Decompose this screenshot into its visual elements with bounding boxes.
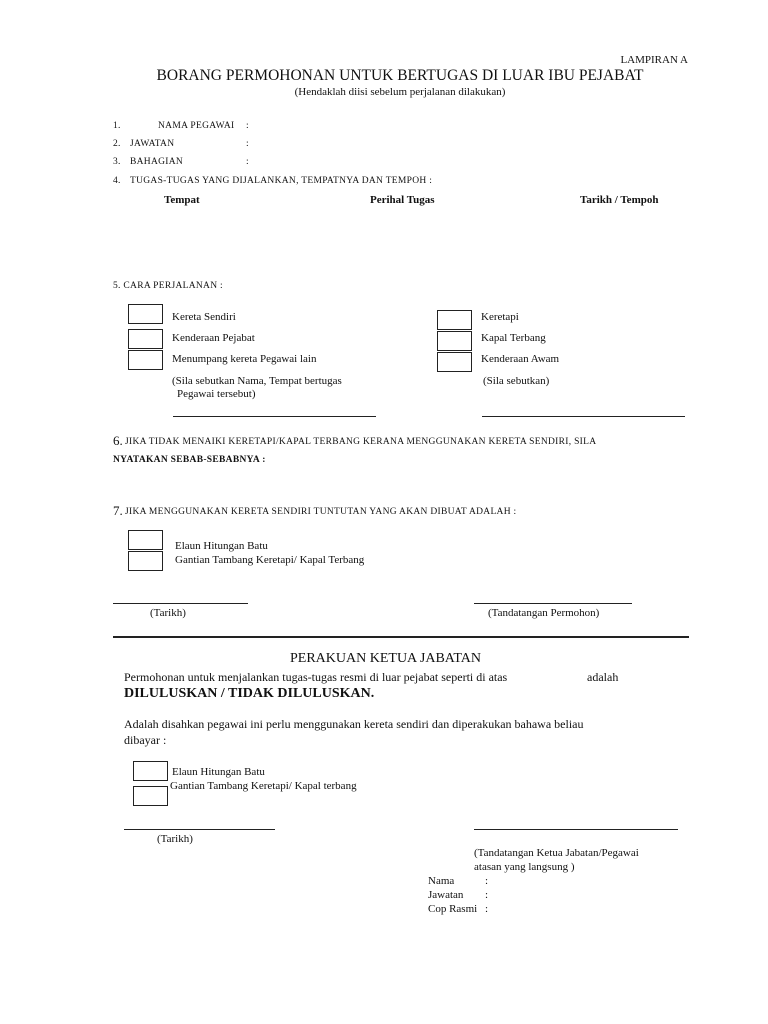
checkbox-cert-mileage-allowance[interactable] bbox=[133, 761, 168, 781]
form-subtitle: (Hendaklah diisi sebelum perjalanan dilakukan) bbox=[294, 86, 506, 98]
field-division-label: BAHAGIAN bbox=[130, 157, 184, 167]
section6-text: JIKA TIDAK MENAIKI KERETAPI/KAPAL TERBANG KERANA MENGGUNAKAN KERETA SENDIRI, SILA bbox=[125, 437, 597, 447]
section7-number: 7. bbox=[113, 503, 123, 518]
applicant-date-line[interactable] bbox=[113, 603, 248, 604]
checkbox-fare-replacement[interactable] bbox=[128, 551, 163, 571]
checkbox-ride-with-officer[interactable] bbox=[128, 350, 163, 370]
field-number: 1. bbox=[113, 121, 121, 131]
applicant-signature-label: (Tandatangan Permohon) bbox=[488, 607, 600, 619]
cert-detail-stamp-label: Cop Rasmi bbox=[428, 903, 478, 915]
field-duties-label: TUGAS-TUGAS YANG DIJALANKAN, TEMPATNYA DAN TEMPOH : bbox=[130, 176, 433, 186]
checkbox-train[interactable] bbox=[437, 310, 472, 330]
field-colon: : bbox=[246, 139, 249, 149]
travel-heading: 5. CARA PERJALANAN : bbox=[113, 281, 223, 291]
col-header-duty: Perihal Tugas bbox=[370, 194, 435, 206]
field-number: 4. bbox=[113, 176, 121, 186]
field-number: 3. bbox=[113, 157, 121, 167]
cert-detail-colon: : bbox=[485, 889, 489, 901]
cert-date-label: (Tarikh) bbox=[157, 833, 193, 845]
attachment-label: LAMPIRAN A bbox=[620, 54, 688, 66]
checkbox-own-car[interactable] bbox=[128, 304, 163, 324]
checkbox-airplane[interactable] bbox=[437, 331, 472, 351]
certification-text: Permohonan untuk menjalankan tugas-tugas resmi di luar pejabat seperti di atas bbox=[124, 670, 508, 684]
field-colon: : bbox=[246, 121, 249, 131]
specify-line[interactable] bbox=[482, 416, 685, 417]
cert-detail-position-label: Jawatan bbox=[428, 889, 464, 901]
certification-text-end: adalah bbox=[587, 670, 619, 684]
certification-confirm-text-cont: dibayar : bbox=[124, 733, 167, 747]
option-cert-fare-replacement: Gantian Tambang Keretapi/ Kapal terbang bbox=[170, 780, 357, 792]
section7-text: JIKA MENGGUNAKAN KERETA SENDIRI TUNTUTAN YANG AKAN DIBUAT ADALAH : bbox=[125, 507, 517, 517]
certification-confirm-text: Adalah disahkan pegawai ini perlu menggunakan kereta sendiri dan diperakukan bahawa beliau bbox=[124, 717, 584, 731]
section6-text-cont: NYATAKAN SEBAB-SEBABNYA : bbox=[113, 455, 266, 465]
cert-detail-name-label: Nama bbox=[428, 875, 455, 887]
field-position-label: JAWATAN bbox=[130, 139, 175, 149]
cert-date-line[interactable] bbox=[124, 829, 275, 830]
cert-signature-label-cont: atasan yang langsung ) bbox=[474, 861, 575, 873]
checkbox-office-vehicle[interactable] bbox=[128, 329, 163, 349]
option-ride-with-officer: Menumpang kereta Pegawai lain bbox=[172, 353, 317, 365]
cert-detail-colon: : bbox=[485, 903, 489, 915]
col-header-place: Tempat bbox=[164, 194, 200, 206]
cert-signature-label: (Tandatangan Ketua Jabatan/Pegawai bbox=[474, 847, 639, 859]
applicant-signature-line[interactable] bbox=[474, 603, 632, 604]
option-own-car: Kereta Sendiri bbox=[172, 311, 236, 323]
section6-number: 6. bbox=[113, 433, 123, 448]
field-colon: : bbox=[246, 157, 249, 167]
note-specify: (Sila sebutkan) bbox=[483, 375, 550, 387]
option-cert-mileage-allowance: Elaun Hitungan Batu bbox=[172, 766, 265, 778]
option-train: Keretapi bbox=[481, 311, 519, 323]
field-name-label: NAMA PEGAWAI bbox=[158, 121, 235, 131]
note-officer-details: (Sila sebutkan Nama, Tempat bertugas bbox=[172, 375, 342, 387]
option-mileage-allowance: Elaun Hitungan Batu bbox=[175, 540, 268, 552]
field-number: 2. bbox=[113, 139, 121, 149]
checkbox-mileage-allowance[interactable] bbox=[128, 530, 163, 550]
applicant-date-label: (Tarikh) bbox=[150, 607, 186, 619]
option-fare-replacement: Gantian Tambang Keretapi/ Kapal Terbang bbox=[175, 554, 365, 566]
section-divider bbox=[113, 636, 689, 638]
col-header-date: Tarikh / Tempoh bbox=[580, 194, 659, 206]
option-airplane: Kapal Terbang bbox=[481, 332, 546, 344]
cert-signature-line[interactable] bbox=[474, 829, 678, 830]
officer-details-line[interactable] bbox=[173, 416, 376, 417]
checkbox-cert-fare-replacement[interactable] bbox=[133, 786, 168, 806]
certification-title: PERAKUAN KETUA JABATAN bbox=[290, 651, 481, 666]
cert-detail-colon: : bbox=[485, 875, 489, 887]
form-title: BORANG PERMOHONAN UNTUK BERTUGAS DI LUAR IBU PEJABAT bbox=[156, 67, 644, 84]
option-public-transport: Kenderaan Awam bbox=[481, 353, 560, 365]
checkbox-public-transport[interactable] bbox=[437, 352, 472, 372]
option-office-vehicle: Kenderaan Pejabat bbox=[172, 332, 255, 344]
approval-decision: DILULUSKAN / TIDAK DILULUSKAN. bbox=[124, 686, 375, 701]
note-officer-details-cont: Pegawai tersebut) bbox=[177, 388, 256, 400]
